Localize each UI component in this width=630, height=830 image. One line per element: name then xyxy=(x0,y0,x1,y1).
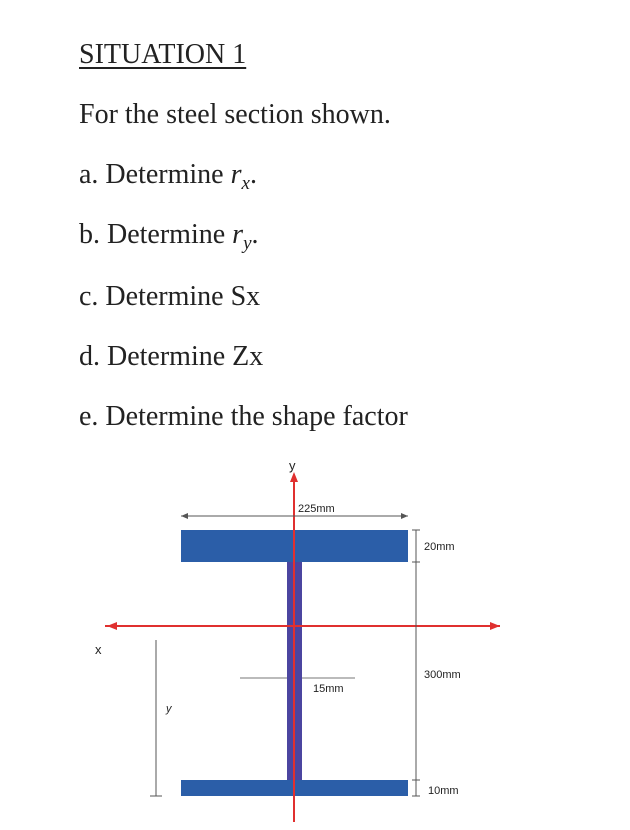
item-a-suffix: . xyxy=(249,159,257,190)
web-thickness-label: 15mm xyxy=(313,683,344,695)
flange-width-label: 225mm xyxy=(298,503,335,515)
ybar-label: y xyxy=(166,703,172,715)
item-b-symbol: r xyxy=(232,219,244,250)
y-axis-arrow-icon xyxy=(290,472,298,482)
top-flange-thickness-label: 20mm xyxy=(424,541,455,553)
item-a-prefix: a. Determine xyxy=(79,159,231,190)
item-e: e. Determine the shape factor xyxy=(79,401,408,432)
dim-arrow-icon xyxy=(401,513,408,519)
bottom-flange-thickness-label: 10mm xyxy=(428,785,459,797)
y-axis-label: y xyxy=(289,458,296,473)
web-height-label: 300mm xyxy=(424,669,461,681)
item-a-subscript: x xyxy=(241,173,250,194)
x-axis-label: x xyxy=(95,642,102,657)
item-b-suffix: . xyxy=(251,219,259,250)
item-b-prefix: b. Determine xyxy=(79,219,233,250)
item-b-subscript: y xyxy=(243,233,252,254)
item-b xyxy=(79,218,259,255)
situation-heading: SITUATION 1 xyxy=(79,39,247,70)
item-a xyxy=(79,158,257,195)
item-a-symbol: r xyxy=(230,159,242,190)
x-axis-arrow-left-icon xyxy=(107,622,117,630)
x-axis-arrow-right-icon xyxy=(490,622,500,630)
steel-section-figure xyxy=(0,450,630,830)
item-d: d. Determine Zx xyxy=(79,341,264,372)
item-c: c. Determine Sx xyxy=(79,281,261,312)
intro-text: For the steel section shown. xyxy=(79,99,391,130)
dim-arrow-icon xyxy=(181,513,188,519)
